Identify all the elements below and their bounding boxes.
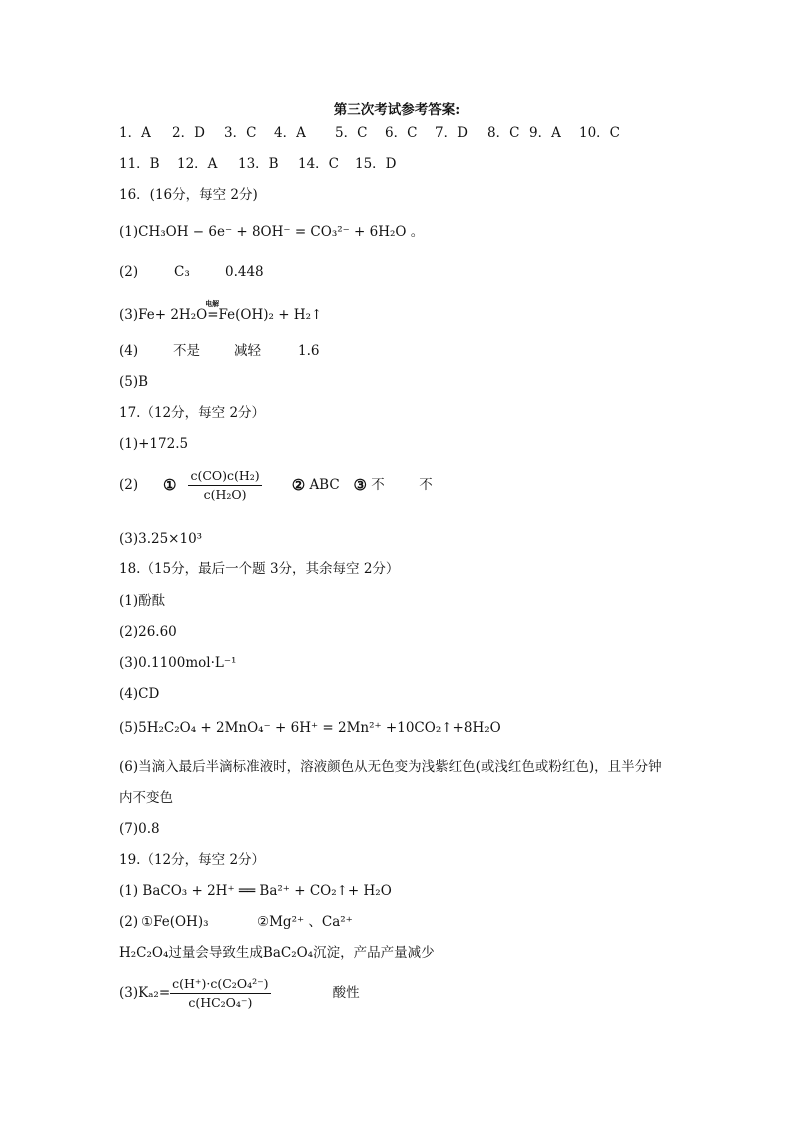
- answer-value: 不是: [173, 343, 200, 359]
- mc-answer: 4．A: [274, 125, 306, 141]
- q18-part3: (3)0.1100mol·L⁻¹: [119, 655, 237, 671]
- answer-value: ABC: [309, 476, 340, 493]
- answer-value: 不: [419, 476, 433, 493]
- answer-value: ②Mg²⁺ 、Ca²⁺: [257, 914, 353, 930]
- q17-header: 17.（12分，每空 2分）: [119, 405, 266, 421]
- mc-answer: 1．A: [119, 125, 151, 141]
- answer-value: 减轻: [234, 343, 261, 359]
- q18-header: 18.（15分，最后一个题 3分，其余每空 2分）: [119, 561, 400, 577]
- equation-rhs: Fe(OH)₂ + H₂↑: [218, 307, 323, 323]
- answer-value: C₃: [174, 264, 190, 280]
- part-label: (2): [119, 914, 139, 930]
- mc-answer: 12．A: [177, 156, 218, 172]
- mc-answer: 10．C: [579, 125, 621, 141]
- equation: CH₃OH − 6e⁻ + 8OH⁻ = CO₃²⁻ + 6H₂O 。: [138, 224, 425, 240]
- q18-part6-line2: 内不变色: [119, 790, 173, 806]
- q16-part5: (5)B: [119, 374, 149, 390]
- fraction-numerator: c(CO)c(H₂): [188, 470, 261, 486]
- q18-part4: (4)CD: [119, 686, 160, 702]
- mc-answer: 11．B: [119, 156, 160, 172]
- q16-part3: [119, 299, 323, 323]
- q19-part3: [119, 978, 360, 1009]
- q18-part7: (7)0.8: [119, 821, 160, 837]
- mc-answer: 6．C: [385, 125, 418, 141]
- mc-answer: 2．D: [172, 125, 205, 141]
- equation-lhs: Fe+ 2H₂O: [138, 307, 208, 323]
- part-label: (3)Kₐ₂=: [119, 984, 171, 1001]
- fraction-numerator: c(H⁺)·c(C₂O₄²⁻): [170, 978, 270, 994]
- answer-value: 酸性: [332, 984, 360, 1001]
- ka2-fraction: [170, 978, 270, 1009]
- mc-answers-row-2: [119, 158, 397, 172]
- mc-answer: 8．C: [487, 125, 520, 141]
- q19-header: 19.（12分，每空 2分）: [119, 852, 266, 868]
- part-label: (1): [119, 224, 139, 240]
- condition-label: 电解: [205, 299, 220, 308]
- part-label: (4): [119, 343, 139, 359]
- equilibrium-constant-fraction: [188, 470, 261, 501]
- mc-answer: 7．D: [435, 125, 468, 141]
- mc-answer: 13．B: [238, 156, 279, 172]
- q19-part1: (1) BaCO₃ + 2H⁺ ══ Ba²⁺ + CO₂↑+ H₂O: [119, 883, 392, 899]
- q17-part2: [119, 470, 433, 501]
- q16-header: 16．(16分，每空 2分): [119, 187, 258, 203]
- answer-value: 0.448: [225, 264, 264, 280]
- part-label: (3): [119, 307, 139, 323]
- mc-answer: 15．D: [355, 156, 397, 172]
- q18-part6-line1: (6)当滴入最后半滴标准液时，溶液颜色从无色变为浅紫红色(或浅红色或粉红色)，且半分钟: [119, 759, 662, 775]
- q16-part2: [119, 266, 264, 280]
- circled-number-1: ①: [163, 476, 177, 494]
- q18-part1: (1)酚酞: [119, 593, 166, 609]
- q19-part2-note: H₂C₂O₄过量会导致生成BaC₂O₄沉淀，产品产量减少: [119, 945, 435, 961]
- answer-value: ①Fe(OH)₃: [141, 914, 209, 930]
- mc-answer: 14．C: [298, 156, 340, 172]
- q17-part1: (1)+172.5: [119, 436, 189, 452]
- mc-answer: 9．A: [529, 125, 561, 141]
- circled-number-2: ②: [291, 476, 306, 494]
- answer-value: 不: [371, 476, 385, 493]
- mc-answer: 3．C: [224, 125, 257, 141]
- q19-part2: [119, 916, 353, 930]
- fraction-denominator: c(HC₂O₄⁻): [188, 994, 253, 1010]
- q17-part3: (3)3.25×10³: [119, 531, 203, 547]
- mc-answer: 5．C: [335, 125, 368, 141]
- q16-part4: [119, 345, 319, 359]
- part-label: (2): [119, 476, 139, 493]
- q16-part1: [119, 226, 424, 240]
- circled-number-3: ③: [353, 476, 367, 494]
- mc-answers-row-1: [119, 127, 620, 141]
- electrolysis-equals: 电解 =: [205, 299, 220, 323]
- q18-part5: (5)5H₂C₂O₄ + 2MnO₄⁻ + 6H⁺ = 2Mn²⁺ +10CO₂↑+8H₂O: [119, 720, 501, 736]
- q18-part2: (2)26.60: [119, 624, 177, 640]
- fraction-denominator: c(H₂O): [203, 486, 247, 502]
- page-title: 第三次考试参考答案:: [333, 102, 461, 118]
- part-label: (2): [119, 264, 139, 280]
- answer-value: 1.6: [298, 343, 320, 359]
